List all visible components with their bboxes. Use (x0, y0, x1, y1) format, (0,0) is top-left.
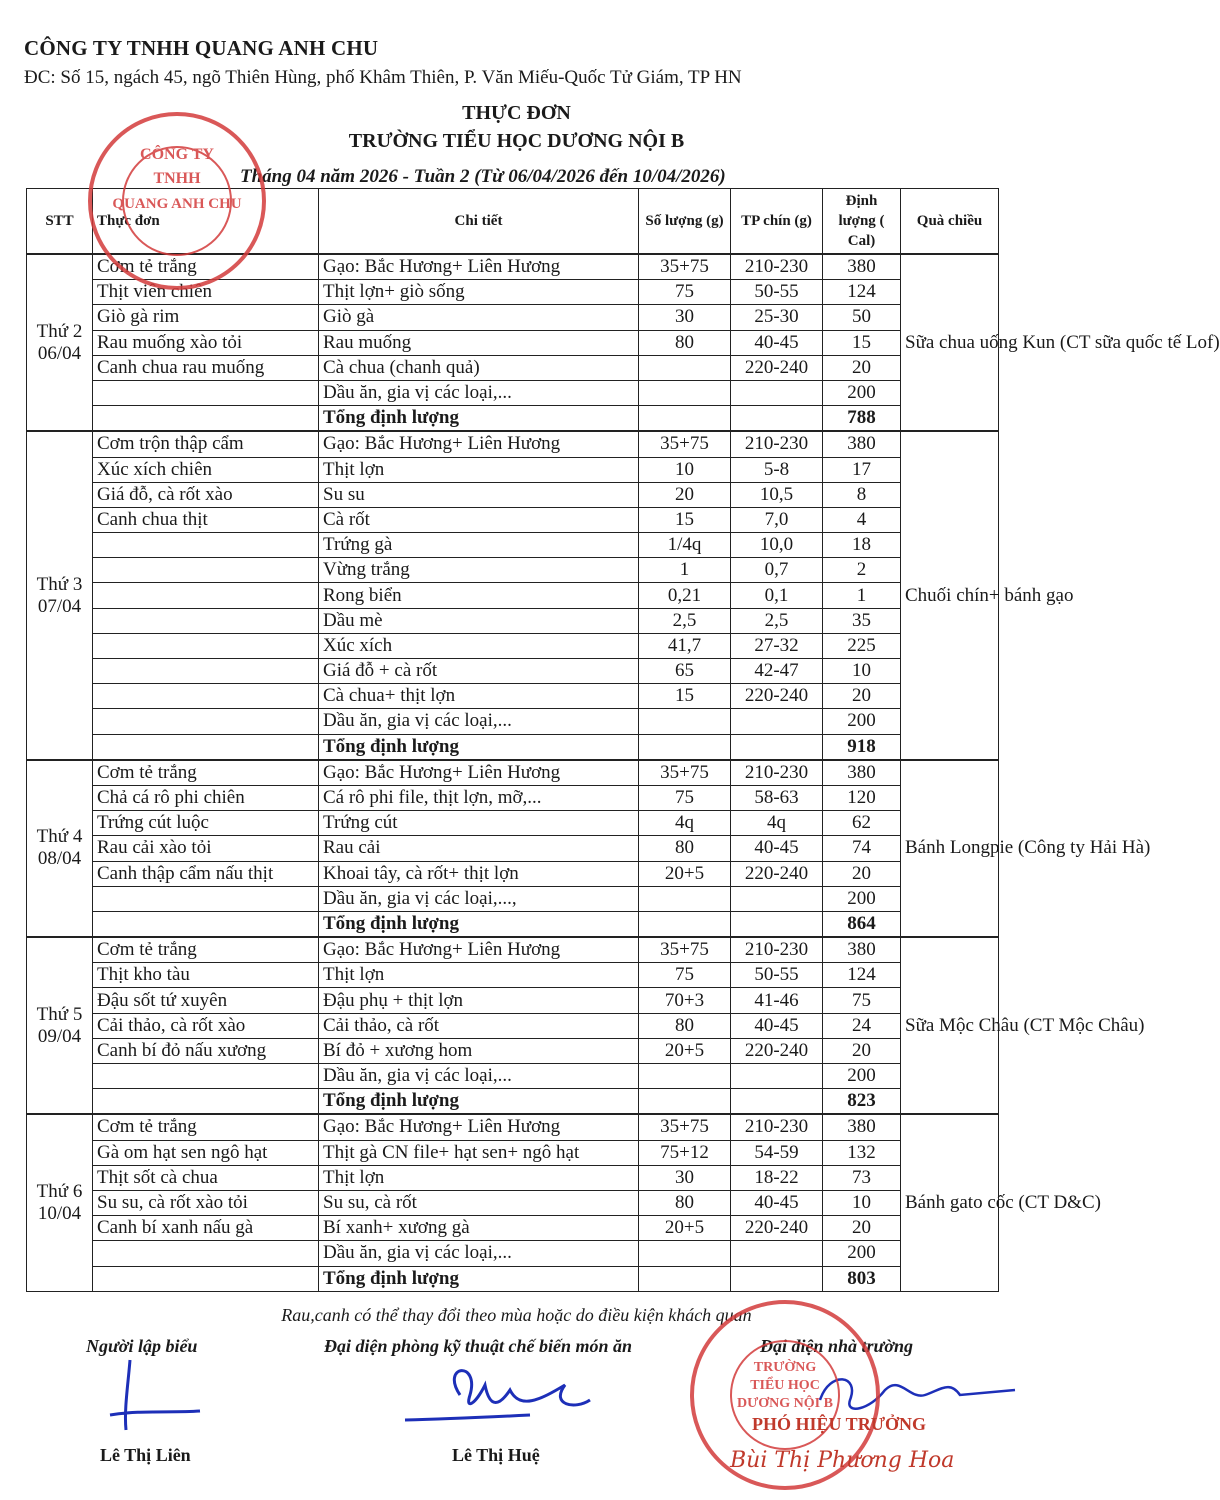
cal-cell: 20 (823, 861, 901, 886)
dish-cell (93, 1266, 319, 1291)
cal-cell: 380 (823, 937, 901, 963)
table-row (27, 1089, 999, 1115)
detail-item: Rau cải (319, 836, 639, 861)
afternoon-snack: Sữa Mộc Châu (CT Mộc Châu) (901, 937, 999, 1114)
cal-cell: 10 (823, 1190, 901, 1215)
dish-cell: Canh chua thịt (93, 507, 319, 532)
cal-cell: 74 (823, 836, 901, 861)
dish-cell: Su su, cà rốt xào tỏi (93, 1190, 319, 1215)
dish-cell (93, 533, 319, 558)
dish-cell: Đậu sốt tứ xuyên (93, 988, 319, 1013)
detail-item: Gạo: Bắc Hương+ Liên Hương (319, 1114, 639, 1140)
cal-cell: 10 (823, 659, 901, 684)
dish-cell (93, 633, 319, 658)
dish-cell: Cải thảo, cà rốt xào (93, 1013, 319, 1038)
day-name: Thứ 2 (36, 320, 83, 342)
cooked-cell: 220-240 (731, 684, 823, 709)
cooked-cell: 0,1 (731, 583, 823, 608)
qty-cell: 80 (639, 1190, 731, 1215)
qty-cell: 4q (639, 811, 731, 836)
dish-cell: Rau muống xào tỏi (93, 330, 319, 355)
company-stamp-line2: TNHH (153, 170, 201, 187)
total-label: Tổng định lượng (319, 911, 639, 937)
detail-item: Cà chua+ thịt lợn (319, 684, 639, 709)
detail-item: Su su (319, 482, 639, 507)
tech-name: Lê Thị Huệ (452, 1445, 540, 1465)
detail-item: Khoai tây, cà rốt+ thịt lợn (319, 861, 639, 886)
qty-cell: 80 (639, 330, 731, 355)
day-date: 10/04 (37, 1203, 82, 1225)
cal-cell: 73 (823, 1165, 901, 1190)
table-row (27, 963, 999, 988)
detail-item: Xúc xích (319, 633, 639, 658)
detail-item: Giá đỗ + cà rốt (319, 659, 639, 684)
dish-cell (93, 709, 319, 734)
cal-cell: 20 (823, 684, 901, 709)
cooked-cell: 0,7 (731, 558, 823, 583)
company-stamp-line3: QUANG ANH CHU (112, 196, 242, 212)
cooked-cell (731, 406, 823, 432)
document-title: THỰC ĐƠN (462, 102, 571, 124)
qty-cell (639, 406, 731, 432)
table-row (27, 380, 999, 405)
col-header-cooked: TP chín (g) (731, 189, 823, 255)
table-row (27, 861, 999, 886)
qty-cell (639, 886, 731, 911)
company-stamp (88, 112, 266, 290)
detail-item: Cải thảo, cà rốt (319, 1013, 639, 1038)
dish-cell: Cơm tẻ trắng (93, 1114, 319, 1140)
qty-cell: 35+75 (639, 1114, 731, 1140)
qty-cell (639, 734, 731, 760)
dish-cell (93, 684, 319, 709)
qty-cell: 2,5 (639, 608, 731, 633)
cooked-cell: 41-46 (731, 988, 823, 1013)
cal-cell: 132 (823, 1140, 901, 1165)
total-cal: 823 (823, 1089, 901, 1115)
detail-item: Gạo: Bắc Hương+ Liên Hương (319, 937, 639, 963)
cooked-cell: 4q (731, 811, 823, 836)
afternoon-snack: Chuối chín+ bánh gạo (901, 431, 999, 759)
day-name: Thứ 6 (36, 1181, 83, 1203)
dish-cell (93, 1241, 319, 1266)
cooked-cell: 25-30 (731, 305, 823, 330)
qty-cell: 15 (639, 684, 731, 709)
qty-cell: 80 (639, 1013, 731, 1038)
cal-cell: 200 (823, 1064, 901, 1089)
cooked-cell: 18-22 (731, 1165, 823, 1190)
cooked-cell: 210-230 (731, 1114, 823, 1140)
cooked-cell (731, 1089, 823, 1115)
company-stamp-line1: CÔNG TY (140, 146, 214, 163)
table-row (27, 1064, 999, 1089)
qty-cell: 80 (639, 836, 731, 861)
detail-item: Gạo: Bắc Hương+ Liên Hương (319, 254, 639, 280)
dish-cell: Thịt sốt cà chua (93, 1165, 319, 1190)
total-label: Tổng định lượng (319, 406, 639, 432)
dish-cell: Cơm tẻ trắng (93, 254, 319, 280)
dish-cell (93, 659, 319, 684)
dish-cell: Canh chua rau muống (93, 355, 319, 380)
cooked-cell: 5-8 (731, 457, 823, 482)
afternoon-snack: Bánh gato cốc (CT D&C) (901, 1114, 999, 1291)
cooked-cell: 40-45 (731, 330, 823, 355)
table-row (27, 886, 999, 911)
qty-cell: 1/4q (639, 533, 731, 558)
col-header-cal: Định lượng ( Cal) (823, 189, 901, 255)
table-row (27, 1241, 999, 1266)
detail-item: Cà rốt (319, 507, 639, 532)
detail-item: Vừng trắng (319, 558, 639, 583)
qty-cell: 20+5 (639, 861, 731, 886)
day-cell (27, 254, 93, 431)
cooked-cell: 210-230 (731, 937, 823, 963)
day-name: Thứ 3 (36, 573, 83, 595)
table-row (27, 988, 999, 1013)
dish-cell: Trứng cút luộc (93, 811, 319, 836)
cooked-cell: 220-240 (731, 861, 823, 886)
cal-cell: 120 (823, 785, 901, 810)
cooked-cell: 220-240 (731, 1216, 823, 1241)
cooked-cell: 50-55 (731, 963, 823, 988)
dish-cell (93, 608, 319, 633)
dish-cell: Giò gà rim (93, 305, 319, 330)
tech-signature (400, 1355, 600, 1430)
qty-cell: 30 (639, 305, 731, 330)
day-date: 09/04 (37, 1025, 82, 1047)
cal-cell: 200 (823, 1241, 901, 1266)
cal-cell: 2 (823, 558, 901, 583)
table-row (27, 1114, 999, 1140)
qty-cell: 35+75 (639, 431, 731, 457)
detail-item: Đậu phụ + thịt lợn (319, 988, 639, 1013)
cal-cell: 200 (823, 886, 901, 911)
table-row (27, 760, 999, 786)
cal-cell: 380 (823, 254, 901, 280)
cooked-cell: 220-240 (731, 355, 823, 380)
cooked-cell: 220-240 (731, 1038, 823, 1063)
cal-cell: 18 (823, 533, 901, 558)
table-row (27, 811, 999, 836)
dish-cell: Canh thập cẩm nấu thịt (93, 861, 319, 886)
menu-body (27, 254, 1220, 1291)
table-row (27, 608, 999, 633)
table-row (27, 1013, 999, 1038)
cal-cell: 124 (823, 280, 901, 305)
table-row (27, 1190, 999, 1215)
total-cal: 918 (823, 734, 901, 760)
table-row (27, 659, 999, 684)
school-name: TRƯỜNG TIỂU HỌC DƯƠNG NỘI B (348, 130, 685, 152)
dish-cell (93, 886, 319, 911)
dish-cell (93, 1089, 319, 1115)
cooked-cell: 42-47 (731, 659, 823, 684)
qty-cell: 70+3 (639, 988, 731, 1013)
qty-cell (639, 1241, 731, 1266)
qty-cell: 75+12 (639, 1140, 731, 1165)
preparer-name: Lê Thị Liên (100, 1445, 191, 1465)
company-address: ĐC: Số 15, ngách 45, ngõ Thiên Hùng, phố Khâm Thiên, P. Văn Miếu-Quốc Tử Giám, TP HN (24, 67, 742, 88)
day-name: Thứ 4 (36, 826, 83, 848)
col-header-stt: STT (27, 189, 93, 255)
col-header-menu: Thực đơn (93, 189, 319, 255)
detail-item: Dầu mè (319, 608, 639, 633)
dish-cell: Cơm trộn thập cẩm (93, 431, 319, 457)
detail-item: Bí xanh+ xương gà (319, 1216, 639, 1241)
detail-item: Giò gà (319, 305, 639, 330)
detail-item: Dầu ăn, gia vị các loại,..., (319, 886, 639, 911)
cal-cell: 50 (823, 305, 901, 330)
cal-cell: 8 (823, 482, 901, 507)
day-date: 06/04 (37, 342, 82, 364)
detail-item: Thịt gà CN file+ hạt sen+ ngô hạt (319, 1140, 639, 1165)
cooked-cell (731, 709, 823, 734)
day-cell (27, 937, 93, 1114)
school-stamp-line3: DƯƠNG NỘI B (737, 1396, 833, 1411)
total-label: Tổng định lượng (319, 734, 639, 760)
company-name: CÔNG TY TNHH QUANG ANH CHU (24, 36, 379, 60)
col-header-qty: Số lượng (g) (639, 189, 731, 255)
menu-period: Tháng 04 năm 2026 - Tuần 2 (Từ 06/04/2026 đến 10/04/2026) (240, 166, 726, 187)
detail-item: Gạo: Bắc Hương+ Liên Hương (319, 760, 639, 786)
cal-cell: 17 (823, 457, 901, 482)
detail-item: Rau muống (319, 330, 639, 355)
qty-cell: 30 (639, 1165, 731, 1190)
dish-cell (93, 1064, 319, 1089)
header (24, 36, 1014, 89)
cal-cell: 35 (823, 608, 901, 633)
cooked-cell (731, 1241, 823, 1266)
day-date: 08/04 (37, 848, 82, 870)
table-row (27, 1216, 999, 1241)
cooked-cell: 54-59 (731, 1140, 823, 1165)
qty-cell (639, 380, 731, 405)
total-cal: 803 (823, 1266, 901, 1291)
cal-cell: 20 (823, 355, 901, 380)
school-title: Đại diện nhà trường (760, 1336, 913, 1356)
qty-cell (639, 709, 731, 734)
table-row (27, 431, 999, 457)
cal-cell: 1 (823, 583, 901, 608)
dish-cell: Canh bí đỏ nấu xương (93, 1038, 319, 1063)
table-row (27, 558, 999, 583)
dish-cell: Canh bí xanh nấu gà (93, 1216, 319, 1241)
detail-item: Bí đỏ + xương hom (319, 1038, 639, 1063)
table-row (27, 305, 999, 330)
table-row (27, 482, 999, 507)
tech-title: Đại diện phòng kỹ thuật chế biến món ăn (324, 1336, 633, 1356)
detail-item: Dầu ăn, gia vị các loại,... (319, 380, 639, 405)
preparer-title: Người lập biểu (86, 1336, 198, 1356)
dish-cell: Thịt viên chiên (93, 280, 319, 305)
qty-cell (639, 355, 731, 380)
cooked-cell (731, 911, 823, 937)
qty-cell: 75 (639, 963, 731, 988)
cooked-cell: 40-45 (731, 1190, 823, 1215)
detail-item: Rong biển (319, 583, 639, 608)
col-header-detail: Chi tiết (319, 189, 639, 255)
detail-item: Trứng cút (319, 811, 639, 836)
table-row (27, 533, 999, 558)
detail-item: Dầu ăn, gia vị các loại,... (319, 1241, 639, 1266)
qty-cell (639, 1064, 731, 1089)
total-label: Tổng định lượng (319, 1266, 639, 1291)
cooked-cell: 27-32 (731, 633, 823, 658)
qty-cell: 15 (639, 507, 731, 532)
table-row (27, 355, 999, 380)
qty-cell (639, 1266, 731, 1291)
cal-cell: 200 (823, 380, 901, 405)
table-row (27, 1266, 999, 1291)
qty-cell: 1 (639, 558, 731, 583)
day-cell (27, 760, 93, 937)
table-row (27, 583, 999, 608)
cal-cell: 200 (823, 709, 901, 734)
cooked-cell: 7,0 (731, 507, 823, 532)
cal-cell: 4 (823, 507, 901, 532)
table-row (27, 785, 999, 810)
detail-item: Cá rô phi file, thịt lợn, mỡ,... (319, 785, 639, 810)
cal-cell: 124 (823, 963, 901, 988)
dish-cell: Cơm tẻ trắng (93, 760, 319, 786)
detail-item: Dầu ăn, gia vị các loại,... (319, 709, 639, 734)
table-row (27, 1165, 999, 1190)
cal-cell: 380 (823, 760, 901, 786)
table-row (27, 457, 999, 482)
dish-cell (93, 734, 319, 760)
dish-cell: Xúc xích chiên (93, 457, 319, 482)
table-row (27, 507, 999, 532)
table-row (27, 734, 999, 760)
dish-cell: Gà om hạt sen ngô hạt (93, 1140, 319, 1165)
detail-item: Su su, cà rốt (319, 1190, 639, 1215)
table-row (27, 684, 999, 709)
qty-cell: 0,21 (639, 583, 731, 608)
qty-cell: 75 (639, 280, 731, 305)
cooked-cell: 10,5 (731, 482, 823, 507)
cooked-cell: 40-45 (731, 836, 823, 861)
table-row (27, 1140, 999, 1165)
cal-cell: 24 (823, 1013, 901, 1038)
dish-cell (93, 380, 319, 405)
qty-cell: 20 (639, 482, 731, 507)
vice-principal-title: PHÓ HIỆU TRƯỞNG (752, 1414, 927, 1434)
cooked-cell (731, 734, 823, 760)
cooked-cell (731, 380, 823, 405)
footer-note: Rau,canh có thể thay đổi theo mùa hoặc do điều kiện khách quan (281, 1305, 752, 1325)
qty-cell: 35+75 (639, 760, 731, 786)
cal-cell: 380 (823, 431, 901, 457)
qty-cell: 75 (639, 785, 731, 810)
table-row (27, 937, 999, 963)
cooked-cell: 50-55 (731, 280, 823, 305)
cooked-cell (731, 1266, 823, 1291)
qty-cell: 35+75 (639, 254, 731, 280)
table-row (27, 406, 999, 432)
col-header-snack: Quà chiều (901, 189, 999, 255)
cal-cell: 20 (823, 1038, 901, 1063)
cooked-cell (731, 886, 823, 911)
qty-cell: 65 (639, 659, 731, 684)
qty-cell (639, 911, 731, 937)
table-row (27, 330, 999, 355)
table-row (27, 836, 999, 861)
qty-cell: 20+5 (639, 1038, 731, 1063)
total-label: Tổng định lượng (319, 1089, 639, 1115)
day-cell (27, 431, 93, 759)
dish-cell (93, 558, 319, 583)
detail-item: Thịt lợn (319, 1165, 639, 1190)
cooked-cell: 58-63 (731, 785, 823, 810)
qty-cell: 41,7 (639, 633, 731, 658)
dish-cell: Chả cá rô phi chiên (93, 785, 319, 810)
cal-cell: 75 (823, 988, 901, 1013)
qty-cell: 10 (639, 457, 731, 482)
qty-cell (639, 1089, 731, 1115)
cooked-cell: 10,0 (731, 533, 823, 558)
cooked-cell: 40-45 (731, 1013, 823, 1038)
table-row (27, 633, 999, 658)
total-cal: 788 (823, 406, 901, 432)
dish-cell: Rau cải xào tỏi (93, 836, 319, 861)
preparer-signature (100, 1355, 220, 1435)
detail-item: Trứng gà (319, 533, 639, 558)
detail-item: Gạo: Bắc Hương+ Liên Hương (319, 431, 639, 457)
cal-cell: 380 (823, 1114, 901, 1140)
total-cal: 864 (823, 911, 901, 937)
detail-item: Cà chua (chanh quả) (319, 355, 639, 380)
detail-item: Thịt lợn (319, 963, 639, 988)
dish-cell (93, 911, 319, 937)
table-row (27, 1038, 999, 1063)
qty-cell: 35+75 (639, 937, 731, 963)
dish-cell: Cơm tẻ trắng (93, 937, 319, 963)
cooked-cell: 210-230 (731, 431, 823, 457)
school-stamp-line1: TRƯỜNG (753, 1360, 817, 1375)
dish-cell: Thịt kho tàu (93, 963, 319, 988)
dish-cell (93, 406, 319, 432)
detail-item: Thịt lợn+ giò sống (319, 280, 639, 305)
dish-cell (93, 583, 319, 608)
cal-cell: 20 (823, 1216, 901, 1241)
qty-cell: 20+5 (639, 1216, 731, 1241)
cal-cell: 225 (823, 633, 901, 658)
school-stamp-line2: TIỂU HỌC (750, 1378, 820, 1393)
table-row (27, 709, 999, 734)
afternoon-snack: Sữa chua uống Kun (CT sữa quốc tế Lof) (901, 254, 999, 431)
cooked-cell: 210-230 (731, 254, 823, 280)
dish-cell: Giá đỗ, cà rốt xào (93, 482, 319, 507)
afternoon-snack: Bánh Longpie (Công ty Hải Hà) (901, 760, 999, 937)
table-row (27, 911, 999, 937)
day-cell (27, 1114, 93, 1291)
cal-cell: 62 (823, 811, 901, 836)
menu-table (26, 188, 1220, 1292)
cooked-cell: 210-230 (731, 760, 823, 786)
cal-cell: 15 (823, 330, 901, 355)
vice-principal-name: Bùi Thị Phương Hoa (730, 1448, 955, 1473)
cooked-cell: 2,5 (731, 608, 823, 633)
cooked-cell (731, 1064, 823, 1089)
detail-item: Dầu ăn, gia vị các loại,... (319, 1064, 639, 1089)
day-name: Thứ 5 (36, 1003, 83, 1025)
detail-item: Thịt lợn (319, 457, 639, 482)
day-date: 07/04 (37, 595, 82, 617)
